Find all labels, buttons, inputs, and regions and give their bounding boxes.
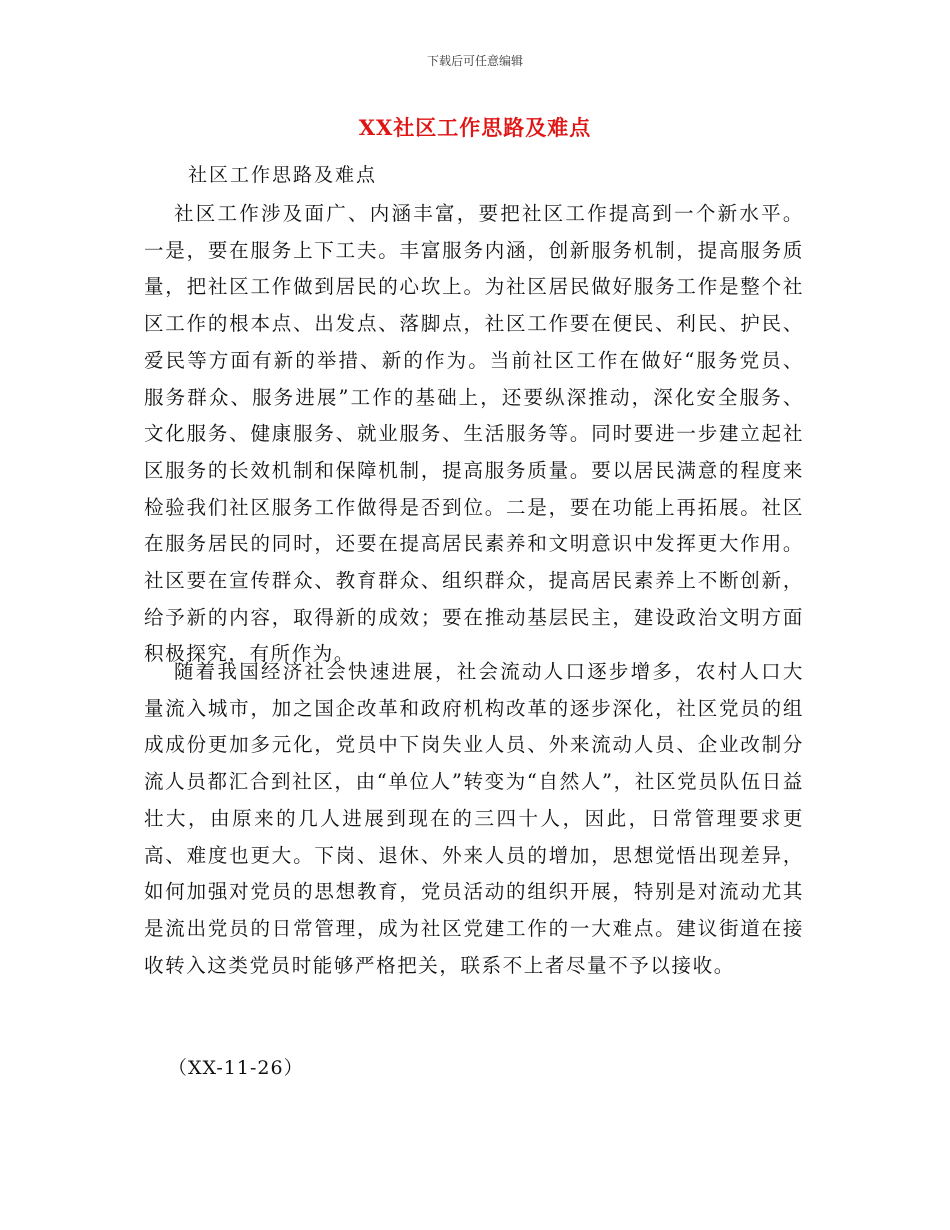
body-paragraph-1: 社区工作涉及面广、内涵丰富，要把社区工作提高到一个新水平。一是，要在服务上下工夫。丰富服务内涵，创新服务机制，提高服务质量，把社区工作做到居民的心坎上。为社区居民做好服务工作是整个社区工作的根本点、出发点、落脚点，社区工作要在便民、利民、护民、爱民等方面有新的举措、新的作为。当前社区工作在做好“服务党员、服务群众、服务进展”工作的基础上，还要纵深推动，深化安全服务、文化服务、健康服务、就业服务、生活服务等。同时要进一步建立起社区服务的长效机制和保障机制，提高服务质量。要以居民满意的程度来检验我们社区服务工作做得是否到位。二是，要在功能上再拓展。社区在服务居民的同时，还要在提高居民素养和文明意识中发挥更大作用。社区要在宣传群众、教育群众、组织群众，提高居民素养上不断创新，给予新的内容，取得新的成效；要在推动基层民主，建设政治文明方面积极探究，有所作为。 — [144, 202, 804, 666]
document-title: XX社区工作思路及难点 — [358, 115, 592, 140]
header-note: 下载后可任意编辑 — [426, 54, 523, 68]
document-date: （XX-11-26） — [168, 1057, 304, 1079]
body-paragraph-2: 随着我国经济社会快速进展，社会流动人口逐步增多，农村人口大量流入城市，加之国企改革和政府机构改革的逐步深化，社区党员的组成成份更加多元化，党员中下岗失业人员、外来流动人员、企业改制分流人员都汇合到社区，由“单位人”转变为“自然人”，社区党员队伍日益壮大，由原来的几人进展到现在的三四十人，因此，日常管理要求更高、难度也更大。下岗、退休、外来人员的增加，思想觉悟出现差异，如何加强对党员的思想教育，党员活动的组织开展，特别是对流动尤其是流出党员的日常管理，成为社区党建工作的一大难点。建议街道在接收转入这类党员时能够严格把关，联系不上者尽量不予以接收。 — [144, 660, 804, 977]
document-subtitle: 社区工作思路及难点 — [188, 164, 378, 186]
